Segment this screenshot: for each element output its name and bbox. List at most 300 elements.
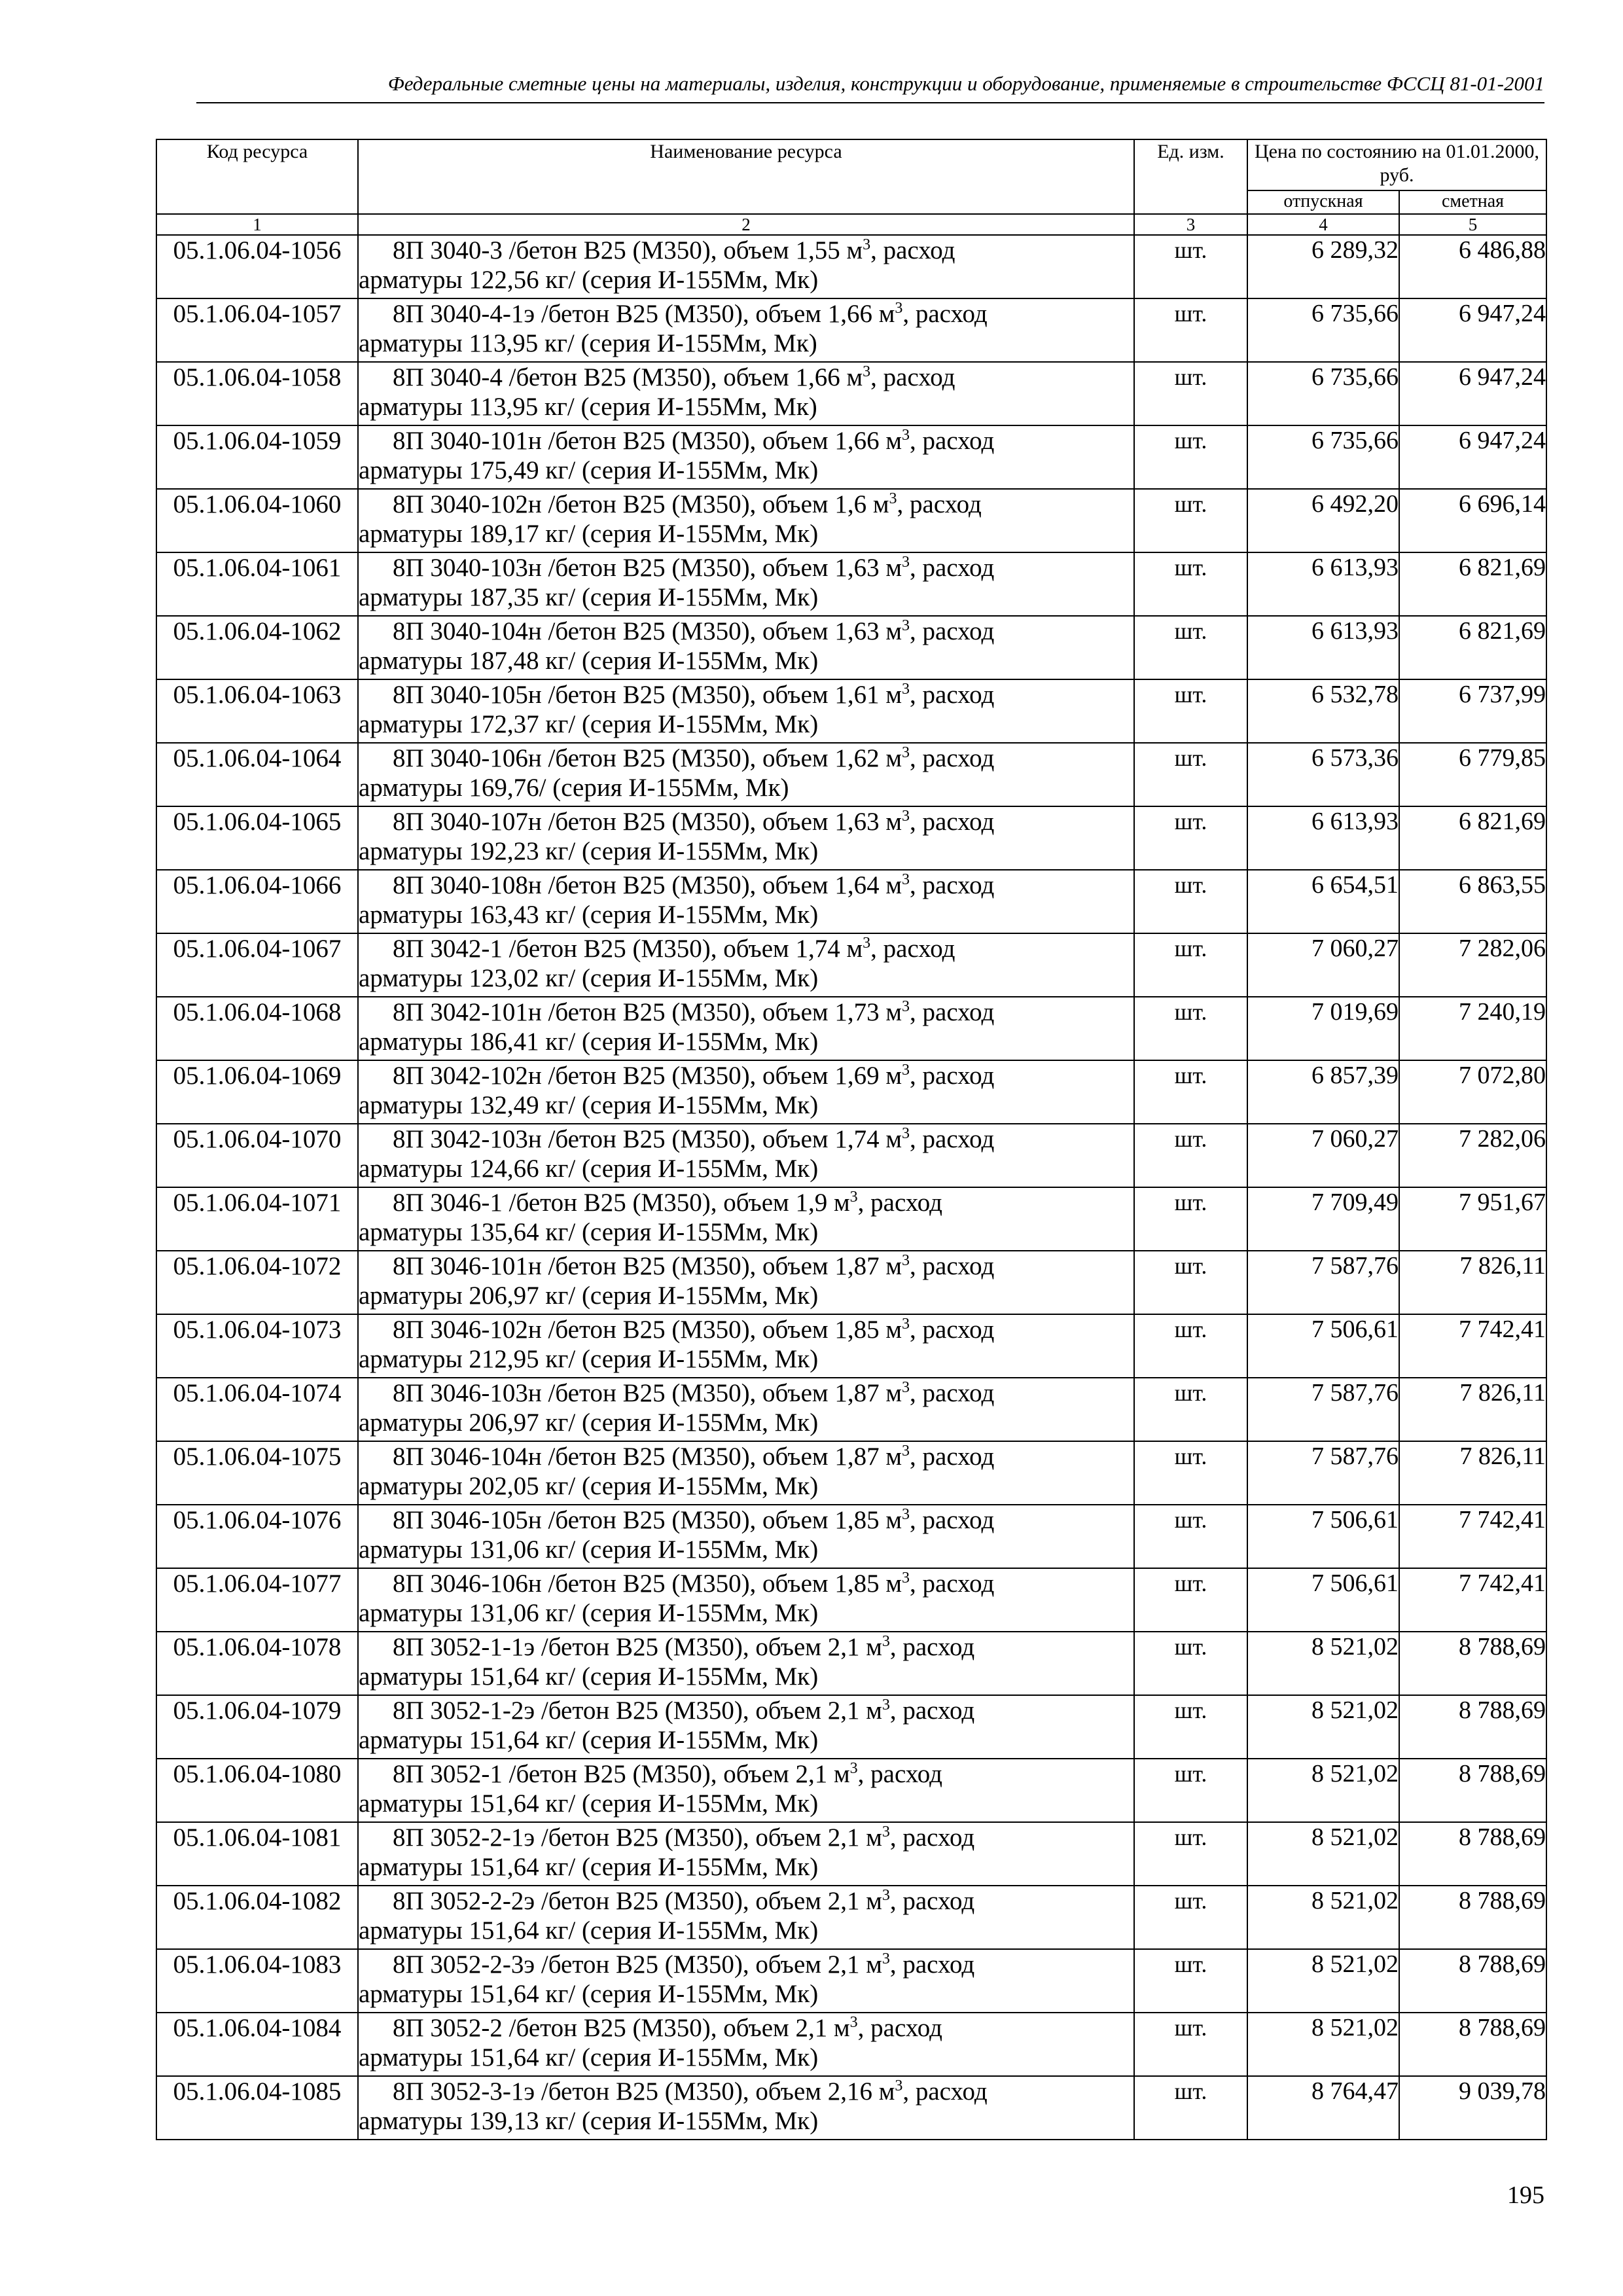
- resource-name-line1: [359, 1823, 1133, 1852]
- resource-name: [358, 870, 1134, 933]
- resource-name: [358, 489, 1134, 552]
- resource-name-line2: арматуры 151,64 кг/ (серия И-155Мм, Мк): [359, 1853, 819, 1881]
- volume-exponent: 3: [902, 1125, 910, 1142]
- resource-name-text: 8П 3052-2-1э /бетон В25 (М350), объем 2,1 м: [393, 1823, 882, 1852]
- resource-name-line1: [359, 934, 1133, 963]
- unit-of-measure: шт.: [1134, 425, 1247, 489]
- release-price: 7 019,69: [1247, 997, 1399, 1060]
- resource-name-suffix: , расход: [910, 1506, 995, 1534]
- volume-exponent: 3: [902, 554, 910, 571]
- resource-name: [358, 1187, 1134, 1251]
- release-price: 8 521,02: [1247, 1822, 1399, 1886]
- table-row: [156, 235, 1546, 298]
- resource-name-line1: [359, 2077, 1133, 2106]
- resource-code: 05.1.06.04-1069: [156, 1060, 358, 1124]
- resource-name-line1: [359, 426, 1133, 456]
- resource-name-line2: арматуры 187,48 кг/ (серия И-155Мм, Мк): [359, 647, 819, 675]
- volume-exponent: 3: [882, 1633, 890, 1650]
- volume-exponent: 3: [895, 300, 903, 317]
- volume-exponent: 3: [902, 744, 910, 761]
- release-price: 6 613,93: [1247, 616, 1399, 679]
- page-number: 195: [1507, 2181, 1544, 2209]
- table-row: [156, 933, 1546, 997]
- resource-name-line2: арматуры 113,95 кг/ (серия И-155Мм, Мк): [359, 393, 817, 421]
- resource-name-line1: [359, 1378, 1133, 1408]
- volume-exponent: 3: [902, 1379, 910, 1396]
- estimate-price: 8 788,69: [1399, 1949, 1546, 2013]
- resource-name-suffix: , расход: [889, 1887, 975, 1915]
- resource-name-line1: [359, 1061, 1133, 1090]
- release-price: 6 289,32: [1247, 235, 1399, 298]
- resource-name-text: 8П 3040-3 /бетон В25 (М350), объем 1,55 м: [393, 236, 863, 264]
- resource-name-suffix: , расход: [902, 2077, 988, 2106]
- unit-of-measure: шт.: [1134, 1759, 1247, 1822]
- resource-name-suffix: , расход: [857, 1189, 942, 1217]
- estimate-price: 6 779,85: [1399, 743, 1546, 806]
- unit-of-measure: шт.: [1134, 616, 1247, 679]
- resource-name-suffix: , расход: [910, 1443, 995, 1471]
- table-body: [156, 235, 1546, 2140]
- resource-code: 05.1.06.04-1059: [156, 425, 358, 489]
- running-header: Федеральные сметные цены на материалы, изделия, конструкции и оборудование, применяемые в строительстве ФССЦ 81-01-2001: [387, 72, 1544, 95]
- table-row: [156, 1632, 1546, 1695]
- volume-exponent: 3: [863, 363, 871, 380]
- resource-code: 05.1.06.04-1065: [156, 806, 358, 870]
- resource-name-line2: арматуры 169,76/ (серия И-155Мм, Мк): [359, 774, 789, 802]
- resource-name-line2: арматуры 163,43 кг/ (серия И-155Мм, Мк): [359, 901, 819, 929]
- release-price: 7 587,76: [1247, 1251, 1399, 1314]
- resource-name-line2: арматуры 124,66 кг/ (серия И-155Мм, Мк): [359, 1155, 819, 1183]
- resource-name: [358, 1695, 1134, 1759]
- resource-name: [358, 616, 1134, 679]
- resource-name-suffix: , расход: [902, 300, 988, 328]
- resource-name-line1: [359, 1251, 1133, 1281]
- resource-name-line2: арматуры 139,13 кг/ (серия И-155Мм, Мк): [359, 2107, 819, 2135]
- resource-name: [358, 933, 1134, 997]
- unit-of-measure: шт.: [1134, 2076, 1247, 2140]
- volume-exponent: 3: [902, 427, 910, 444]
- resource-name-line1: [359, 1505, 1133, 1535]
- volume-exponent: 3: [889, 490, 897, 507]
- table-row: [156, 425, 1546, 489]
- unit-of-measure: шт.: [1134, 1886, 1247, 1949]
- estimate-price: 7 742,41: [1399, 1568, 1546, 1632]
- resource-name-suffix: , расход: [910, 681, 995, 709]
- unit-of-measure: шт.: [1134, 1060, 1247, 1124]
- resource-name-text: 8П 3052-1 /бетон В25 (М350), объем 2,1 м: [393, 1760, 850, 1788]
- resource-code: 05.1.06.04-1080: [156, 1759, 358, 1822]
- volume-exponent: 3: [882, 1696, 890, 1713]
- resource-name-line2: арматуры 206,97 кг/ (серия И-155Мм, Мк): [359, 1282, 819, 1310]
- resource-code: 05.1.06.04-1072: [156, 1251, 358, 1314]
- resource-name-suffix: , расход: [857, 2014, 942, 2042]
- table-row: [156, 1124, 1546, 1187]
- resource-name-line2: арматуры 206,97 кг/ (серия И-155Мм, Мк): [359, 1408, 819, 1437]
- release-price: 7 060,27: [1247, 1124, 1399, 1187]
- volume-exponent: 3: [902, 1316, 910, 1333]
- table-row: [156, 1060, 1546, 1124]
- release-price: 6 613,93: [1247, 806, 1399, 870]
- resource-name-text: 8П 3040-102н /бетон В25 (М350), объем 1,6 м: [393, 490, 889, 518]
- column-number: 3: [1134, 214, 1247, 235]
- resource-name: [358, 997, 1134, 1060]
- resource-name-text: 8П 3046-1 /бетон В25 (М350), объем 1,9 м: [393, 1189, 850, 1217]
- volume-exponent: 3: [902, 1570, 910, 1587]
- resource-name: [358, 1060, 1134, 1124]
- unit-of-measure: шт.: [1134, 933, 1247, 997]
- resource-code: 05.1.06.04-1078: [156, 1632, 358, 1695]
- unit-of-measure: шт.: [1134, 1632, 1247, 1695]
- resource-code: 05.1.06.04-1070: [156, 1124, 358, 1187]
- unit-of-measure: шт.: [1134, 870, 1247, 933]
- release-price: 7 060,27: [1247, 933, 1399, 997]
- resource-name-line2: арматуры 151,64 кг/ (серия И-155Мм, Мк): [359, 1916, 819, 1945]
- estimate-price: 6 821,69: [1399, 552, 1546, 616]
- resource-name-line1: [359, 1442, 1133, 1471]
- unit-of-measure: шт.: [1134, 1822, 1247, 1886]
- unit-of-measure: шт.: [1134, 235, 1247, 298]
- estimate-price: 6 947,24: [1399, 425, 1546, 489]
- resource-name-line1: [359, 1886, 1133, 1916]
- release-price: 8 521,02: [1247, 1886, 1399, 1949]
- resource-name-line1: [359, 617, 1133, 646]
- resource-name: [358, 1378, 1134, 1441]
- volume-exponent: 3: [882, 1950, 890, 1967]
- resource-name-line1: [359, 1632, 1133, 1662]
- resource-name-line2: арматуры 131,06 кг/ (серия И-155Мм, Мк): [359, 1535, 819, 1564]
- estimate-price: 8 788,69: [1399, 1822, 1546, 1886]
- resource-name-suffix: , расход: [910, 1125, 995, 1153]
- unit-of-measure: шт.: [1134, 1441, 1247, 1505]
- table-row: [156, 806, 1546, 870]
- table-row: [156, 1441, 1546, 1505]
- resource-name-line2: арматуры 122,56 кг/ (серия И-155Мм, Мк): [359, 266, 819, 294]
- table-row: [156, 997, 1546, 1060]
- unit-of-measure: шт.: [1134, 1124, 1247, 1187]
- resource-name-suffix: , расход: [889, 1950, 975, 1979]
- resource-name: [358, 1314, 1134, 1378]
- unit-of-measure: шт.: [1134, 362, 1247, 425]
- estimate-price: 8 788,69: [1399, 1759, 1546, 1822]
- unit-of-measure: шт.: [1134, 552, 1247, 616]
- estimate-price: 6 696,14: [1399, 489, 1546, 552]
- resource-name-line1: [359, 1124, 1133, 1154]
- column-number: 4: [1247, 214, 1399, 235]
- resource-name-line1: [359, 1188, 1133, 1217]
- resource-name-suffix: , расход: [910, 871, 995, 899]
- release-price: 7 587,76: [1247, 1378, 1399, 1441]
- release-price: 7 587,76: [1247, 1441, 1399, 1505]
- resource-name-suffix: , расход: [870, 935, 955, 963]
- estimate-price: 7 826,11: [1399, 1251, 1546, 1314]
- volume-exponent: 3: [849, 2014, 858, 2031]
- resource-name: [358, 1251, 1134, 1314]
- table-row: [156, 298, 1546, 362]
- resource-name: [358, 2013, 1134, 2076]
- unit-of-measure: шт.: [1134, 1187, 1247, 1251]
- resource-name-suffix: , расход: [910, 744, 995, 772]
- resource-name-suffix: , расход: [889, 1823, 975, 1852]
- resource-name-line2: арматуры 151,64 кг/ (серия И-155Мм, Мк): [359, 1662, 819, 1691]
- resource-name-text: 8П 3046-103н /бетон В25 (М350), объем 1,87 м: [393, 1379, 902, 1407]
- table-row: [156, 743, 1546, 806]
- resource-name: [358, 1124, 1134, 1187]
- resource-name: [358, 806, 1134, 870]
- resource-name-line2: арматуры 132,49 кг/ (серия И-155Мм, Мк): [359, 1091, 819, 1119]
- table-row: [156, 1314, 1546, 1378]
- table-row: [156, 1187, 1546, 1251]
- resource-name-line2: арматуры 192,23 кг/ (серия И-155Мм, Мк): [359, 837, 819, 865]
- resource-code: 05.1.06.04-1075: [156, 1441, 358, 1505]
- resource-name-text: 8П 3040-107н /бетон В25 (М350), объем 1,63 м: [393, 808, 902, 836]
- resource-name: [358, 425, 1134, 489]
- resource-name-text: 8П 3042-103н /бетон В25 (М350), объем 1,74 м: [393, 1125, 902, 1153]
- resource-name-text: 8П 3046-104н /бетон В25 (М350), объем 1,87 м: [393, 1443, 902, 1471]
- resource-name-line1: [359, 997, 1133, 1027]
- resource-code: 05.1.06.04-1085: [156, 2076, 358, 2140]
- table-row: [156, 362, 1546, 425]
- resource-name-text: 8П 3040-103н /бетон В25 (М350), объем 1,63 м: [393, 554, 902, 582]
- unit-of-measure: шт.: [1134, 806, 1247, 870]
- table-row: [156, 1886, 1546, 1949]
- resource-name: [358, 235, 1134, 298]
- release-price: 8 764,47: [1247, 2076, 1399, 2140]
- table-row: [156, 1949, 1546, 2013]
- resource-code: 05.1.06.04-1063: [156, 679, 358, 743]
- resource-name-suffix: , расход: [910, 554, 995, 582]
- estimate-price: 7 742,41: [1399, 1314, 1546, 1378]
- resource-code: 05.1.06.04-1068: [156, 997, 358, 1060]
- resource-name: [358, 2076, 1134, 2140]
- release-price: 6 735,66: [1247, 425, 1399, 489]
- estimate-price: 8 788,69: [1399, 1632, 1546, 1695]
- unit-of-measure: шт.: [1134, 1568, 1247, 1632]
- column-number: 1: [156, 214, 358, 235]
- estimate-price: 7 282,06: [1399, 1124, 1546, 1187]
- resource-name: [358, 1949, 1134, 2013]
- estimate-price: 7 742,41: [1399, 1505, 1546, 1568]
- table-row: [156, 1251, 1546, 1314]
- unit-of-measure: шт.: [1134, 1505, 1247, 1568]
- estimate-price: 7 951,67: [1399, 1187, 1546, 1251]
- resource-name: [358, 362, 1134, 425]
- estimate-price: 6 863,55: [1399, 870, 1546, 933]
- table-row: [156, 1505, 1546, 1568]
- release-price: 6 492,20: [1247, 489, 1399, 552]
- estimate-price: 8 788,69: [1399, 1886, 1546, 1949]
- unit-of-measure: шт.: [1134, 298, 1247, 362]
- resource-name-suffix: , расход: [910, 1379, 995, 1407]
- estimate-price: 7 072,80: [1399, 1060, 1546, 1124]
- estimate-price: 6 486,88: [1399, 235, 1546, 298]
- resource-name-suffix: , расход: [910, 998, 995, 1026]
- resource-name: [358, 1632, 1134, 1695]
- header-price-group: Цена по состоянию на 01.01.2000, руб.: [1247, 139, 1546, 190]
- estimate-price: 7 826,11: [1399, 1441, 1546, 1505]
- unit-of-measure: шт.: [1134, 1949, 1247, 2013]
- unit-of-measure: шт.: [1134, 2013, 1247, 2076]
- estimate-price: 6 947,24: [1399, 362, 1546, 425]
- release-price: 8 521,02: [1247, 1695, 1399, 1759]
- table-row: [156, 1568, 1546, 1632]
- estimate-price: 7 282,06: [1399, 933, 1546, 997]
- resource-code: 05.1.06.04-1056: [156, 235, 358, 298]
- resource-name-text: 8П 3052-1-2э /бетон В25 (М350), объем 2,1 м: [393, 1696, 882, 1725]
- volume-exponent: 3: [902, 681, 910, 698]
- resource-name-text: 8П 3052-1-1э /бетон В25 (М350), объем 2,1 м: [393, 1633, 882, 1661]
- resource-name-text: 8П 3052-2-2э /бетон В25 (М350), объем 2,1 м: [393, 1887, 882, 1915]
- resource-name-line1: [359, 744, 1133, 773]
- release-price: 6 857,39: [1247, 1060, 1399, 1124]
- unit-of-measure: шт.: [1134, 1251, 1247, 1314]
- resource-name-text: 8П 3052-2 /бетон В25 (М350), объем 2,1 м: [393, 2014, 850, 2042]
- resource-name: [358, 1568, 1134, 1632]
- resource-name-suffix: , расход: [897, 490, 982, 518]
- resource-name-line2: арматуры 175,49 кг/ (серия И-155Мм, Мк): [359, 456, 819, 484]
- resource-name-text: 8П 3040-104н /бетон В25 (М350), объем 1,63 м: [393, 617, 902, 645]
- resource-name-suffix: , расход: [910, 427, 995, 455]
- resource-name-line2: арматуры 113,95 кг/ (серия И-155Мм, Мк): [359, 329, 817, 357]
- column-number-row: [156, 214, 1546, 235]
- estimate-price: 8 788,69: [1399, 1695, 1546, 1759]
- resource-code: 05.1.06.04-1083: [156, 1949, 358, 2013]
- resource-code: 05.1.06.04-1074: [156, 1378, 358, 1441]
- volume-exponent: 3: [882, 1887, 890, 1904]
- resource-code: 05.1.06.04-1062: [156, 616, 358, 679]
- estimate-price: 8 788,69: [1399, 2013, 1546, 2076]
- resource-name-text: 8П 3042-101н /бетон В25 (М350), объем 1,73 м: [393, 998, 902, 1026]
- resource-code: 05.1.06.04-1076: [156, 1505, 358, 1568]
- resource-name-suffix: , расход: [889, 1633, 975, 1661]
- unit-of-measure: шт.: [1134, 679, 1247, 743]
- estimate-price: 6 821,69: [1399, 806, 1546, 870]
- resource-name-line2: арматуры 212,95 кг/ (серия И-155Мм, Мк): [359, 1345, 819, 1373]
- release-price: 6 613,93: [1247, 552, 1399, 616]
- resource-name-line1: [359, 490, 1133, 519]
- volume-exponent: 3: [863, 935, 871, 952]
- resource-name-suffix: , расход: [910, 808, 995, 836]
- unit-of-measure: шт.: [1134, 743, 1247, 806]
- resource-name-text: 8П 3040-4-1э /бетон В25 (М350), объем 1,66 м: [393, 300, 895, 328]
- release-price: 8 521,02: [1247, 2013, 1399, 2076]
- resource-name-line1: [359, 236, 1133, 265]
- resource-name-text: 8П 3052-2-3э /бетон В25 (М350), объем 2,1 м: [393, 1950, 882, 1979]
- table-row: [156, 1695, 1546, 1759]
- estimate-price: 6 947,24: [1399, 298, 1546, 362]
- resource-code: 05.1.06.04-1067: [156, 933, 358, 997]
- release-price: 6 654,51: [1247, 870, 1399, 933]
- resource-code: 05.1.06.04-1057: [156, 298, 358, 362]
- resource-name: [358, 1441, 1134, 1505]
- resource-name-suffix: , расход: [910, 1570, 995, 1598]
- resource-name: [358, 298, 1134, 362]
- resource-code: 05.1.06.04-1066: [156, 870, 358, 933]
- estimate-price: 7 826,11: [1399, 1378, 1546, 1441]
- resource-name-line2: арматуры 131,06 кг/ (серия И-155Мм, Мк): [359, 1599, 819, 1627]
- release-price: 6 532,78: [1247, 679, 1399, 743]
- resource-name-line2: арматуры 189,17 кг/ (серия И-155Мм, Мк): [359, 520, 819, 548]
- resource-code: 05.1.06.04-1081: [156, 1822, 358, 1886]
- resource-code: 05.1.06.04-1058: [156, 362, 358, 425]
- release-price: 6 573,36: [1247, 743, 1399, 806]
- resource-name-line1: [359, 299, 1133, 329]
- table-row: [156, 679, 1546, 743]
- resource-name: [358, 743, 1134, 806]
- resource-name-line1: [359, 807, 1133, 836]
- resource-name-line2: арматуры 186,41 кг/ (серия И-155Мм, Мк): [359, 1028, 819, 1056]
- resource-name-text: 8П 3046-102н /бетон В25 (М350), объем 1,85 м: [393, 1316, 902, 1344]
- header-unit: Ед. изм.: [1134, 139, 1247, 214]
- table-row: [156, 870, 1546, 933]
- volume-exponent: 3: [902, 871, 910, 888]
- resource-name-suffix: , расход: [910, 1252, 995, 1280]
- table-row: [156, 489, 1546, 552]
- header-name: Наименование ресурса: [358, 139, 1134, 214]
- resource-name-text: 8П 3046-101н /бетон В25 (М350), объем 1,87 м: [393, 1252, 902, 1280]
- resource-code: 05.1.06.04-1084: [156, 2013, 358, 2076]
- volume-exponent: 3: [863, 236, 871, 253]
- resource-name-suffix: , расход: [910, 1062, 995, 1090]
- resource-name-line2: арматуры 172,37 кг/ (серия И-155Мм, Мк): [359, 710, 819, 738]
- resource-name-line2: арматуры 151,64 кг/ (серия И-155Мм, Мк): [359, 2043, 819, 2072]
- table-row: [156, 2013, 1546, 2076]
- resource-name-text: 8П 3052-3-1э /бетон В25 (М350), объем 2,16 м: [393, 2077, 895, 2106]
- resource-name: [358, 1822, 1134, 1886]
- resource-name-line1: [359, 1315, 1133, 1344]
- resource-name-text: 8П 3046-106н /бетон В25 (М350), объем 1,85 м: [393, 1570, 902, 1598]
- unit-of-measure: шт.: [1134, 1314, 1247, 1378]
- resource-name-line2: арматуры 151,64 кг/ (серия И-155Мм, Мк): [359, 1980, 819, 2008]
- estimate-price: 6 821,69: [1399, 616, 1546, 679]
- resource-code: 05.1.06.04-1077: [156, 1568, 358, 1632]
- resource-code: 05.1.06.04-1061: [156, 552, 358, 616]
- release-price: 7 506,61: [1247, 1568, 1399, 1632]
- unit-of-measure: шт.: [1134, 489, 1247, 552]
- unit-of-measure: шт.: [1134, 1695, 1247, 1759]
- release-price: 8 521,02: [1247, 1632, 1399, 1695]
- estimate-price: 6 737,99: [1399, 679, 1546, 743]
- volume-exponent: 3: [902, 808, 910, 825]
- resource-name: [358, 1505, 1134, 1568]
- unit-of-measure: шт.: [1134, 1378, 1247, 1441]
- resource-name-text: 8П 3046-105н /бетон В25 (М350), объем 1,85 м: [393, 1506, 902, 1534]
- resource-name-line2: арматуры 123,02 кг/ (серия И-155Мм, Мк): [359, 964, 819, 992]
- resource-name: [358, 552, 1134, 616]
- resource-name: [358, 1886, 1134, 1949]
- table-row: [156, 552, 1546, 616]
- volume-exponent: 3: [902, 1252, 910, 1269]
- resource-name: [358, 679, 1134, 743]
- resource-code: 05.1.06.04-1060: [156, 489, 358, 552]
- resource-name-line2: арматуры 187,35 кг/ (серия И-155Мм, Мк): [359, 583, 819, 611]
- volume-exponent: 3: [902, 1506, 910, 1523]
- release-price: 7 506,61: [1247, 1314, 1399, 1378]
- resource-name-suffix: , расход: [910, 617, 995, 645]
- resource-name-text: 8П 3040-105н /бетон В25 (М350), объем 1,61 м: [393, 681, 902, 709]
- release-price: 6 735,66: [1247, 298, 1399, 362]
- table-row: [156, 2076, 1546, 2140]
- table-row: [156, 616, 1546, 679]
- table-row: [156, 1378, 1546, 1441]
- resource-name-text: 8П 3042-102н /бетон В25 (М350), объем 1,69 м: [393, 1062, 902, 1090]
- resource-name-suffix: , расход: [910, 1316, 995, 1344]
- resource-code: 05.1.06.04-1064: [156, 743, 358, 806]
- header-rule: [196, 102, 1544, 103]
- resource-name-suffix: , расход: [889, 1696, 975, 1725]
- header-estimate-price: сметная: [1399, 190, 1546, 214]
- release-price: 8 521,02: [1247, 1759, 1399, 1822]
- column-number: 2: [358, 214, 1134, 235]
